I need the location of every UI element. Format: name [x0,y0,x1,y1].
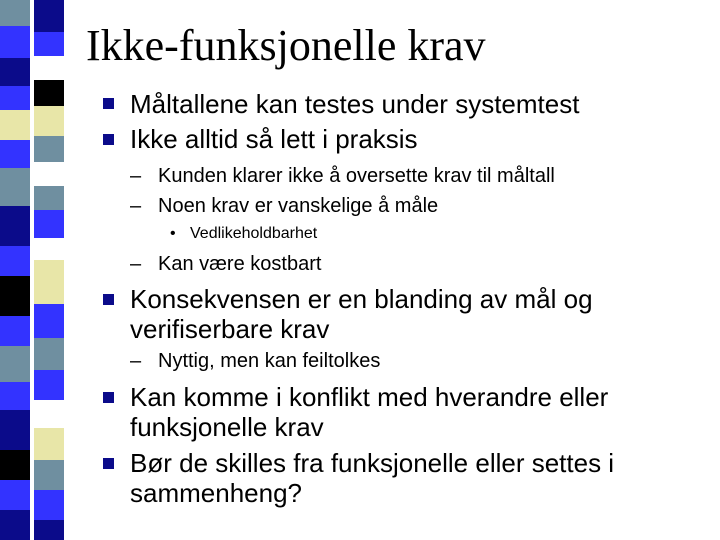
bullet-text: Kan komme i konflikt med hverandre eller [130,382,609,412]
strip-block [34,32,64,56]
strip-block [0,382,30,410]
strip-block [34,520,64,540]
bullet-square-icon [103,134,114,145]
strip-block [34,460,64,490]
bullet-square-icon [103,294,114,305]
strip-block [34,238,64,260]
strip-block [0,206,30,246]
strip-block [0,86,30,110]
strip-block [0,168,30,206]
strip-block [34,0,64,32]
strip-block [34,80,64,106]
strip-block [0,110,30,140]
bullet-text-continued: sammenheng? [130,478,302,508]
strip-block [34,106,64,136]
strip-block [0,276,30,316]
bullet-square-icon [103,392,114,403]
strip-block [0,140,30,168]
bullet-text-continued: verifiserbare krav [130,314,330,344]
dash-marker: – [130,253,142,275]
dash-marker: – [130,165,142,187]
strip-block [34,260,64,304]
strip-block [0,450,30,480]
bullet-text-continued: funksjonelle krav [130,412,324,442]
strip-block [0,316,30,346]
strip-block [0,58,30,86]
strip-block [34,338,64,370]
strip-block [0,480,30,510]
dash-marker: – [130,195,142,217]
strip-block [0,246,30,276]
strip-block [0,0,30,26]
bullet-text: Måltallene kan testes under systemtest [130,89,580,119]
strip-block [34,304,64,338]
bullet-square-icon [103,98,114,109]
slide-title: Ikke-funksjonelle krav [86,21,486,70]
strip-block [34,210,64,238]
strip-block [34,56,64,80]
strip-block [0,410,30,450]
dot-marker: • [170,225,176,242]
bullet-text: Ikke alltid så lett i praksis [130,124,418,154]
strip-block [0,26,30,58]
sub-bullet-text: Kunden klarer ikke å oversette krav til måltall [158,165,555,187]
sub-sub-bullet-text: Vedlikeholdbarhet [190,225,318,242]
strip-block [34,186,64,210]
sub-bullet-text: Noen krav er vanskelige å måle [158,195,439,217]
decorative-color-strip [0,0,80,540]
strip-block [34,136,64,162]
strip-block [0,510,30,540]
dash-marker: – [130,350,142,372]
strip-block [0,346,30,382]
bullet-text: Konsekvensen er en blanding av mål og [130,284,593,314]
strip-block [34,400,64,428]
bullet-text: Bør de skilles fra funksjonelle eller settes i [130,448,615,478]
sub-bullet-text: Kan være kostbart [158,253,322,275]
strip-block [34,428,64,460]
strip-block [34,370,64,400]
strip-block [34,162,64,186]
sub-bullet-text: Nyttig, men kan feiltolkes [158,350,381,372]
strip-block [34,490,64,520]
bullet-square-icon [103,458,114,469]
